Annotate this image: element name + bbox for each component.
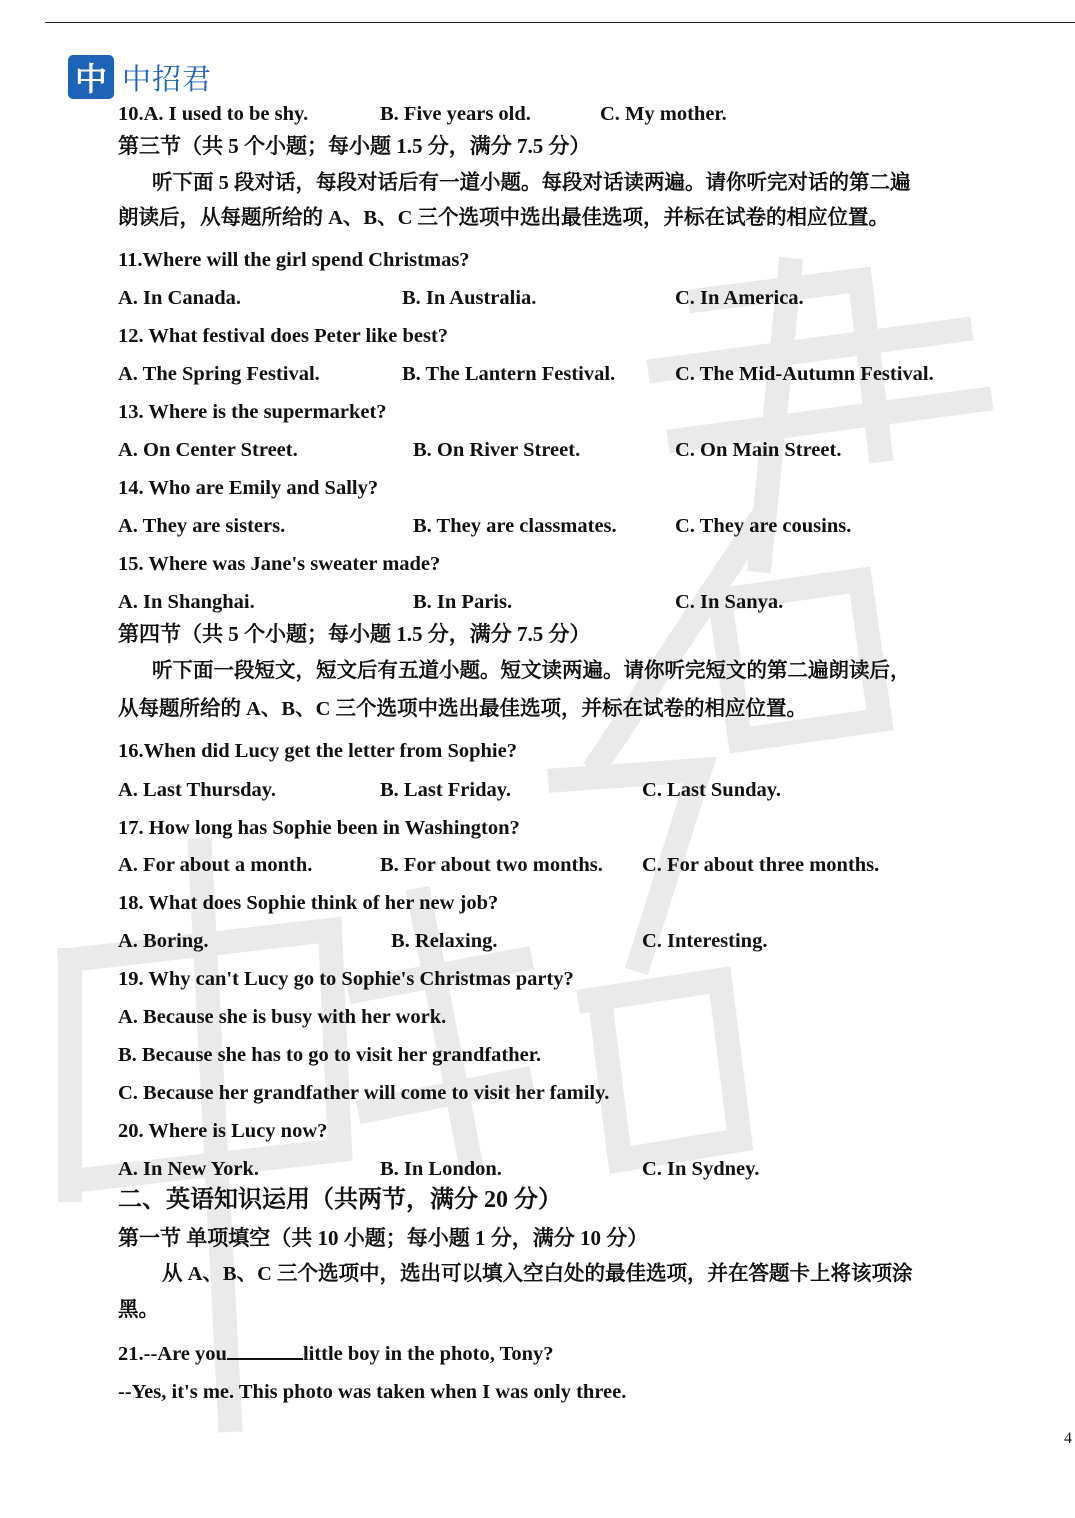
question-18: 18. What does Sophie think of her new job? [118, 892, 499, 914]
part2-section1-title: 第一节 单项填空（共 10 小题；每小题 1 分，满分 10 分） [118, 1226, 649, 1250]
q10-option-a: 10.A. I used to be shy. [118, 103, 309, 125]
q20-option-c: C. In Sydney. [642, 1158, 760, 1180]
question-20: 20. Where is Lucy now? [118, 1120, 328, 1142]
q17-option-c: C. For about three months. [642, 854, 880, 876]
header-rule [45, 22, 1075, 23]
question-13: 13. Where is the supermarket? [118, 401, 387, 423]
q16-option-b: B. Last Friday. [380, 779, 511, 801]
q15-options [118, 590, 1018, 614]
q15-option-a: A. In Shanghai. [118, 591, 255, 613]
q18-options [118, 929, 1018, 953]
q19-option-b: B. Because she has to go to visit her grandfather. [118, 1044, 542, 1066]
q15-option-c: C. In Sanya. [675, 591, 784, 613]
question-21 [118, 1342, 554, 1366]
q17-option-a: A. For about a month. [118, 854, 313, 876]
q13-options [118, 438, 1018, 462]
q14-option-b: B. They are classmates. [413, 515, 617, 537]
section3-title: 第三节（共 5 个小题；每小题 1.5 分，满分 7.5 分） [118, 134, 591, 158]
q20-options [118, 1157, 1018, 1181]
q13-option-a: A. On Center Street. [118, 439, 298, 461]
q18-option-c: C. Interesting. [642, 930, 768, 952]
q10-option-c: C. My mother. [600, 103, 727, 125]
q11-options [118, 286, 1018, 310]
q21-text-after-blank: little boy in the photo, Tony? [302, 1343, 554, 1365]
q21-text-before-blank: 21.--Are you [118, 1343, 227, 1365]
section3-instruction-line1: 听下面 5 段对话，每段对话后有一道小题。每段对话读两遍。请你听完对话的第二遍 [152, 172, 911, 194]
brand-logo [68, 55, 212, 99]
q10-row [118, 102, 1018, 126]
q10-option-b: B. Five years old. [380, 103, 531, 125]
page-number: 4 [1064, 1430, 1072, 1447]
q14-option-a: A. They are sisters. [118, 515, 286, 537]
q16-options [118, 778, 1018, 802]
q15-option-b: B. In Paris. [413, 591, 513, 613]
question-16: 16.When did Lucy get the letter from Sophie? [118, 740, 517, 762]
section4-instruction-line1: 听下面一段短文，短文后有五道小题。短文读两遍。请你听完短文的第二遍朗读后， [152, 660, 911, 682]
q16-option-c: C. Last Sunday. [642, 779, 782, 801]
q12-option-c: C. The Mid-Autumn Festival. [675, 363, 934, 385]
q21-blank [227, 1342, 303, 1360]
question-11: 11.Where will the girl spend Christmas? [118, 249, 470, 271]
brand-mark: 中 [68, 55, 114, 99]
q17-options [118, 853, 1018, 877]
q18-option-a: A. Boring. [118, 930, 209, 952]
q20-option-b: B. In London. [380, 1158, 502, 1180]
part2-title: 二、英语知识运用（共两节，满分 20 分） [118, 1187, 562, 1213]
section4-instruction-line2: 从每题所给的 A、B、C 三个选项中选出最佳选项，并标在试卷的相应位置。 [118, 698, 808, 720]
brand-name: 中招君 [122, 61, 213, 96]
q18-option-b: B. Relaxing. [391, 930, 498, 952]
q17-option-b: B. For about two months. [380, 854, 603, 876]
q13-option-b: B. On River Street. [413, 439, 581, 461]
q12-option-a: A. The Spring Festival. [118, 363, 320, 385]
q14-option-c: C. They are cousins. [675, 515, 852, 537]
section4-title: 第四节（共 5 个小题；每小题 1.5 分，满分 7.5 分） [118, 622, 591, 646]
q16-option-a: A. Last Thursday. [118, 779, 276, 801]
q14-options [118, 514, 1018, 538]
question-12: 12. What festival does Peter like best? [118, 325, 449, 347]
q11-option-b: B. In Australia. [402, 287, 537, 309]
q12-options [118, 362, 1018, 386]
q13-option-c: C. On Main Street. [675, 439, 842, 461]
q19-option-c: C. Because her grandfather will come to visit her family. [118, 1082, 610, 1104]
question-17: 17. How long has Sophie been in Washington? [118, 817, 520, 839]
section3-instruction-line2: 朗读后，从每题所给的 A、B、C 三个选项中选出最佳选项，并标在试卷的相应位置。 [118, 207, 890, 229]
q11-option-c: C. In America. [675, 287, 804, 309]
q11-option-a: A. In Canada. [118, 287, 242, 309]
question-19: 19. Why can't Lucy go to Sophie's Christmas party? [118, 968, 574, 990]
question-14: 14. Who are Emily and Sally? [118, 477, 379, 499]
q12-option-b: B. The Lantern Festival. [402, 363, 616, 385]
part2-instruction-line2: 黑。 [118, 1299, 159, 1321]
question-15: 15. Where was Jane's sweater made? [118, 553, 441, 575]
part2-instruction-line1: 从 A、B、C 三个选项中，选出可以填入空白处的最佳选项，并在答题卡上将该项涂 [162, 1263, 913, 1285]
q21-reply: --Yes, it's me. This photo was taken when I was only three. [118, 1381, 627, 1403]
q19-option-a: A. Because she is busy with her work. [118, 1006, 447, 1028]
q20-option-a: A. In New York. [118, 1158, 260, 1180]
